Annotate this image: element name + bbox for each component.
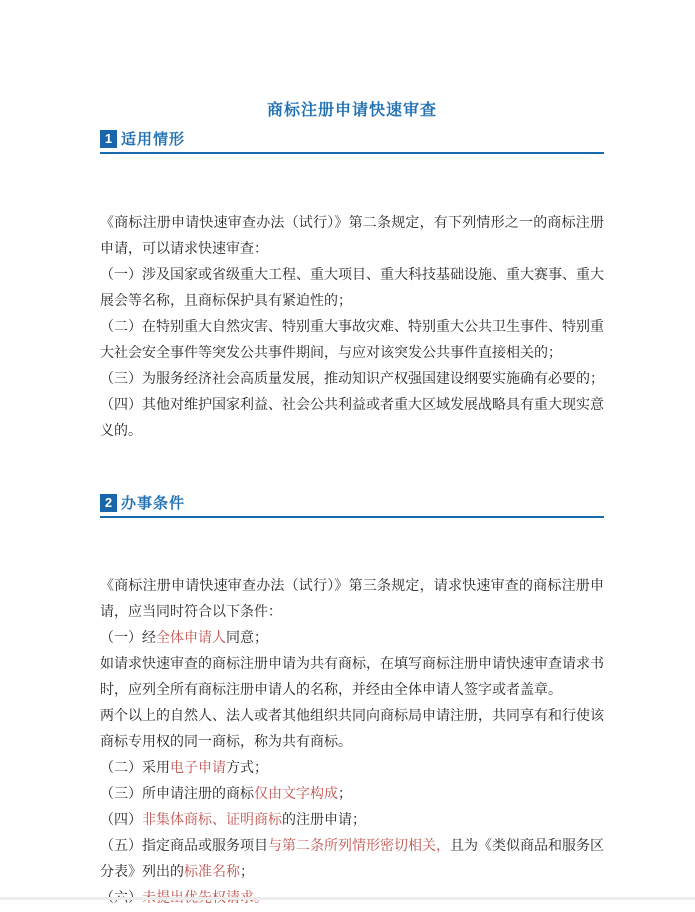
section-2-body <box>100 574 604 912</box>
paragraph <box>100 808 604 834</box>
paragraph <box>100 782 604 808</box>
text-run: 如请求快速审查的商标注册申请为共有商标，在填写商标注册申请快速审查请求书时，应列全所有商标注册申请人的名称，并经由全体申请人签字或者盖章。 <box>100 657 604 698</box>
text-run: 《商标注册申请快速审查办法（试行）》第三条规定，请求快速审查的商标注册申请，应当同时符合以下条件： <box>100 579 604 620</box>
paragraph <box>100 626 604 652</box>
text-run: （三）所申请注册的商标 <box>100 787 254 802</box>
paragraph <box>100 574 604 626</box>
text-run: ； <box>338 787 352 802</box>
highlighted-text: 仅由文字构成 <box>254 787 338 802</box>
text-run: （四）其他对维护国家利益、社会公共利益或者重大区域发展战略具有重大现实意义的。 <box>100 398 604 439</box>
section-heading-label: 办事条件 <box>121 496 186 512</box>
section-2-heading <box>100 492 604 518</box>
text-run: （一）经 <box>100 631 156 646</box>
text-run: 方式； <box>226 761 268 776</box>
text-run: （二）采用 <box>100 761 170 776</box>
paragraph <box>100 756 604 782</box>
paragraph <box>100 315 604 367</box>
text-run: （五）指定商品或服务项目 <box>100 839 268 854</box>
section-number-badge: 2 <box>100 494 117 512</box>
section-1-body <box>100 211 604 445</box>
section-number-badge: 1 <box>100 130 117 148</box>
paragraph <box>100 393 604 445</box>
section-heading-label: 适用情形 <box>121 132 186 148</box>
paragraph <box>100 704 604 756</box>
text-run: （二）在特别重大自然灾害、特别重大事故灾难、特别重大公共卫生事件、特别重大社会安全事件等突发公共事件期间，与应对该突发公共事件直接相关的； <box>100 320 604 361</box>
highlighted-text: 全体申请人 <box>156 631 226 646</box>
highlighted-text: 标准名称 <box>184 865 240 880</box>
text-run: （一）涉及国家或省级重大工程、重大项目、重大科技基础设施、重大赛事、重大展会等名称，且商标保护具有紧迫性的； <box>100 268 604 309</box>
paragraph <box>100 652 604 704</box>
document-content <box>100 0 604 912</box>
section-1-heading <box>100 128 604 154</box>
text-run: （四） <box>100 813 142 828</box>
text-run: 《商标注册申请快速审查办法（试行）》第二条规定，有下列情形之一的商标注册申请，可以请求快速审查： <box>100 216 604 257</box>
highlighted-text: 与第二条所列情形密切相关， <box>268 839 450 854</box>
paragraph <box>100 367 604 393</box>
text-run: 同意； <box>226 631 268 646</box>
paragraph <box>100 263 604 315</box>
text-run: 两个以上的自然人、法人或者其他组织共同向商标局申请注册，共同享有和行使该商标专用权的同一商标，称为共有商标。 <box>100 709 604 750</box>
paragraph <box>100 834 604 886</box>
paragraph <box>100 211 604 263</box>
document-title: 商标注册申请快速审查 <box>266 102 437 119</box>
text-run: ； <box>240 865 254 880</box>
highlighted-text: 电子申请 <box>170 761 226 776</box>
text-run: 的注册申请； <box>282 813 366 828</box>
text-run: 且为《类似商品和服务区分表》列出的 <box>100 839 604 880</box>
text-run: （三）为服务经济社会高质量发展，推动知识产权强国建设纲要实施确有必要的； <box>100 372 604 387</box>
highlighted-text: 非集体商标、证明商标 <box>142 813 282 828</box>
